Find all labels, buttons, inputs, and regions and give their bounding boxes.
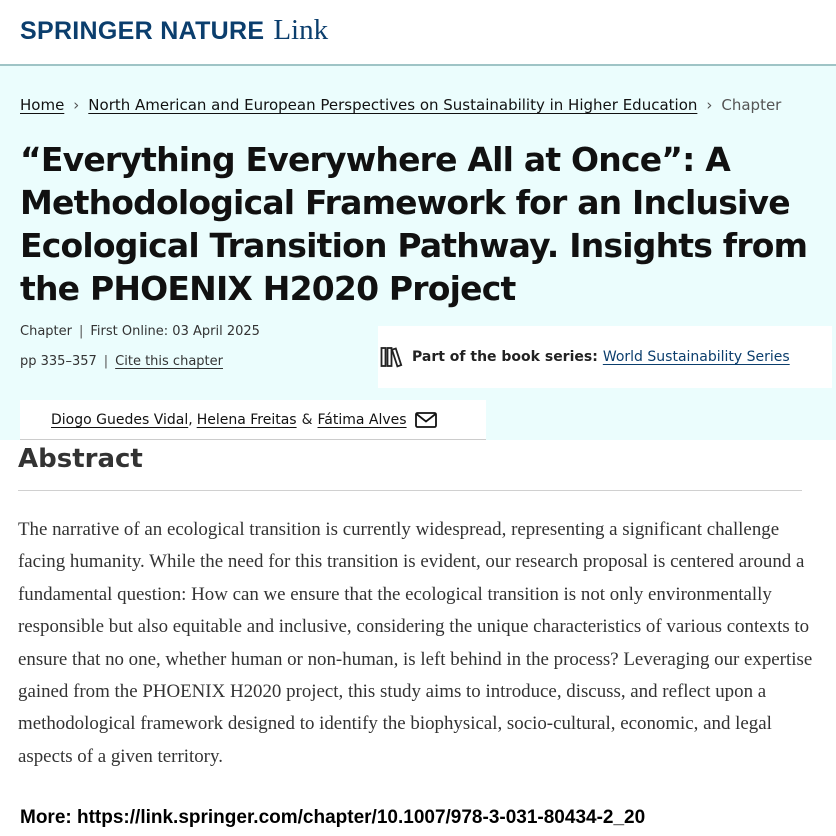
abstract-text: The narrative of an ecological transition is currently widespread, representing a significant challenge facing humanity. While the need for this transition is evident, our research proposal is centered around a fundamental question: How can we ensure that the ecological transition is not only environmentally responsible but also equitable and inclusive, considering the unique characteristics of various contexts to ensure that no one, whether human or non-human, is left behind in the process? Leveraging our expertise gained from the PHOENIX H2020 project, this study aims to introduce, discuss, and reflect upon a methodological framework designed to identify the biophysical, socio-cultural, economic, and legal aspects of a given territory. [18, 519, 813, 767]
author-link[interactable]: Fátima Alves [317, 411, 407, 428]
chapter-pages-cite [20, 354, 223, 369]
more-url-caption: More: https://link.springer.com/chapter/10.1007/978-3-031-80434-2_20 [20, 807, 646, 828]
chapter-meta [20, 324, 260, 339]
series-label: Part of the book series: [412, 349, 598, 365]
mail-icon[interactable] [415, 412, 437, 428]
authors-list [20, 400, 486, 440]
author-link[interactable]: Diogo Guedes Vidal [51, 411, 189, 428]
cite-this-chapter-link[interactable]: Cite this chapter [115, 354, 223, 369]
author-ampersand: & [301, 411, 313, 428]
abstract-heading: Abstract [18, 444, 143, 474]
meta-separator: | [78, 324, 84, 339]
book-series-box [378, 326, 832, 388]
abstract-divider [18, 490, 802, 491]
chevron-right-icon: › [73, 96, 80, 114]
breadcrumb-home-link[interactable]: Home [20, 96, 65, 114]
breadcrumb [20, 96, 781, 114]
chapter-title: “Everything Everywhere All at Once”: A Methodological Framework for an Inclusive Ecological Transition Pathway. Insights from the PHOENIX H2020 Project [20, 140, 808, 308]
meta-separator: | [103, 354, 109, 369]
page-range: pp 335–357 [20, 354, 97, 369]
springer-nature-link-logo[interactable] [20, 14, 328, 47]
first-online-date: First Online: 03 April 2025 [90, 324, 260, 339]
breadcrumb-book-link[interactable]: North American and European Perspectives on Sustainability in Higher Education [88, 96, 698, 114]
author-separator: , [188, 411, 193, 428]
logo-product-text: Link [273, 14, 329, 46]
logo-brand-text: SPRINGER NATURE [20, 17, 265, 45]
breadcrumb-current: Chapter [721, 96, 782, 114]
content-type: Chapter [20, 324, 72, 339]
site-header [0, 0, 836, 66]
books-icon [380, 346, 404, 368]
series-link[interactable]: World Sustainability Series [602, 349, 790, 365]
chevron-right-icon: › [706, 96, 713, 114]
author-link[interactable]: Helena Freitas [196, 411, 297, 428]
